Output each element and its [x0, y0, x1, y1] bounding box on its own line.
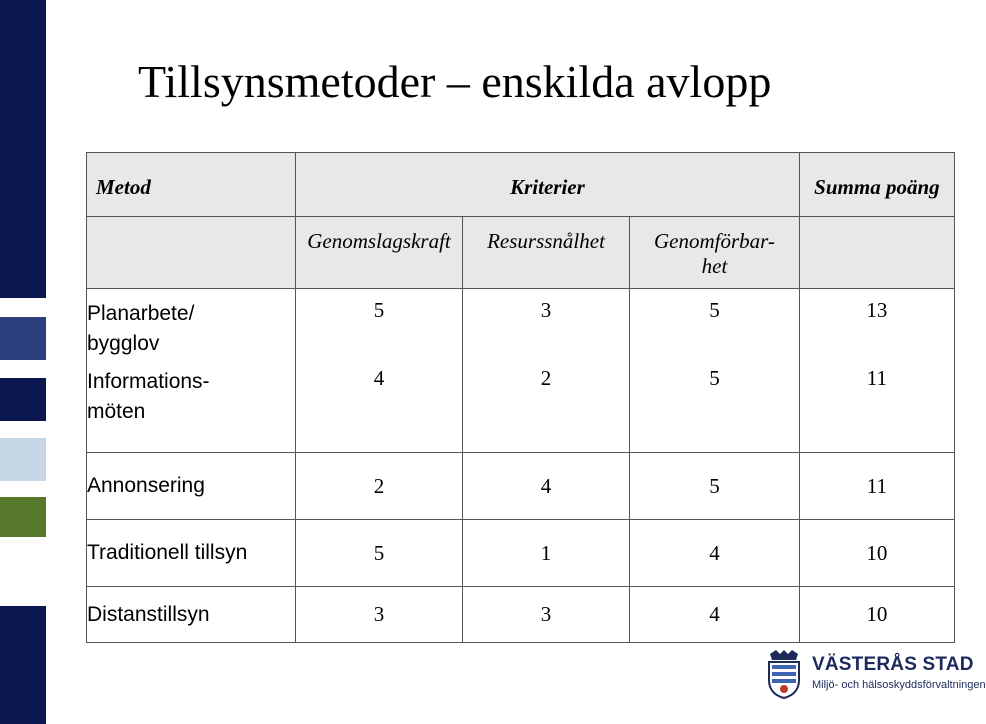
cell-genomforbarhet-planarbete-informationsmoten [630, 289, 800, 453]
table-row [87, 453, 955, 520]
table-header-row [87, 153, 955, 217]
value-cell: 3 [463, 587, 630, 643]
row-label-annonsering: Annonsering [87, 453, 296, 520]
criterion-genomforbarhet: Genomförbar-het [630, 217, 800, 289]
value-cell: 4 [630, 587, 800, 643]
decor-bar-navy-mid [0, 378, 46, 421]
decor-bar-navy-top [0, 0, 46, 298]
header-kriterier: Kriterier [296, 153, 800, 217]
value-cell: 1 [463, 520, 630, 587]
value-cell: 5 [709, 298, 720, 322]
value-cell: 5 [373, 298, 385, 322]
value-cell: 10 [799, 587, 954, 643]
row-label-distanstillsyn: Distanstillsyn [87, 587, 296, 643]
value-cell: 4 [463, 453, 630, 520]
cell-genomslagskraft-planarbete-informationsmoten [296, 289, 463, 453]
criterion-genomslagskraft: Genomslagskraft [296, 217, 463, 289]
decor-bar-light-blue [0, 438, 46, 481]
value-cell: 3 [296, 587, 463, 643]
logo-name: VÄSTERÅS STAD [812, 654, 974, 675]
value-cell: 10 [799, 520, 954, 587]
subheader-empty-left [87, 217, 296, 289]
row-label-traditionell-tillsyn: Traditionell tillsyn [87, 520, 296, 587]
header-metod: Metod [87, 153, 296, 217]
table-row [87, 289, 955, 453]
table-row [87, 520, 955, 587]
vasteras-stad-logo [766, 650, 986, 698]
decor-bar-olive [0, 497, 46, 537]
table-subheader-row [87, 217, 955, 289]
value-cell: 2 [540, 366, 552, 390]
cell-resurssnalhet-planarbete-informationsmoten [463, 289, 630, 453]
decor-bar-steel [0, 317, 46, 360]
criterion-resurssnalhet: Resurssnålhet [463, 217, 630, 289]
value-cell: 11 [866, 366, 888, 390]
page-title: Tillsynsmetoder – enskilda avlopp [138, 56, 772, 107]
table-row [87, 587, 955, 643]
logo-subtitle: Miljö- och hälsoskyddsförvaltningen [812, 679, 986, 691]
row-label-informationsmoten: Informations-möten [87, 370, 210, 423]
header-summa: Summa poäng [799, 153, 954, 217]
row-label-planarbete: Planarbete/ bygglov [87, 302, 195, 355]
decor-bar-navy-bottom [0, 606, 46, 724]
cell-summa-planarbete-informationsmoten [799, 289, 954, 453]
value-cell: 4 [630, 520, 800, 587]
coat-of-arms-icon [766, 650, 802, 698]
value-cell: 4 [373, 366, 385, 390]
value-cell: 3 [540, 298, 552, 322]
value-cell: 5 [296, 520, 463, 587]
value-cell: 5 [709, 366, 720, 390]
value-cell: 2 [296, 453, 463, 520]
value-cell: 11 [799, 453, 954, 520]
subheader-empty-right [799, 217, 954, 289]
value-cell: 13 [866, 298, 888, 322]
row-label-planarbete-informationsmoten [87, 289, 296, 453]
value-cell: 5 [630, 453, 800, 520]
criteria-table [86, 152, 955, 643]
